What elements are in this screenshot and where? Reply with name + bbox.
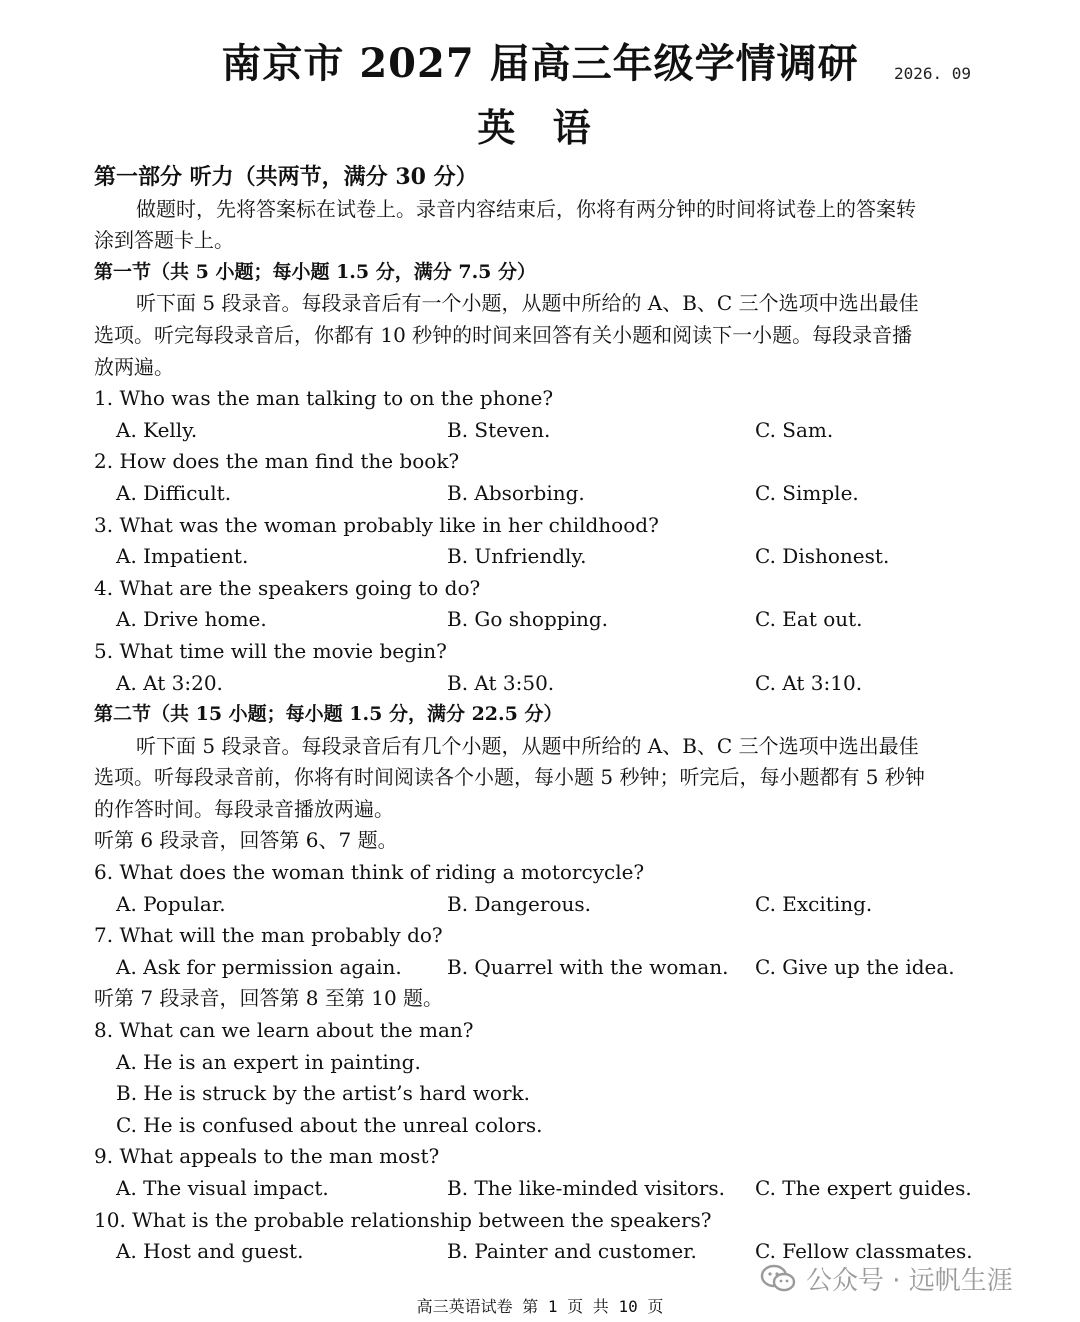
options-6 [94,889,994,921]
section1-intro-line: 放两遍。 [94,354,174,379]
option-b: B. Painter and customer. [447,1239,697,1264]
options-4 [94,604,994,636]
option-a: A. Impatient. [116,544,249,569]
section2-intro-line: 选项。听每段录音前，你将有时间阅读各个小题，每小题 5 秒钟；听完后，每小题都有 5 秒钟 [94,765,925,790]
group-6-instruction: 听第 6 段录音，回答第 6、7 题。 [94,828,398,853]
page-footer: 高三英语试卷 第 1 页 共 10 页 [416,1297,664,1316]
question-2: 2. How does the man find the book? [94,449,460,474]
option-c: C. Exciting. [755,891,873,916]
option-b: B. Quarrel with the woman. [447,954,729,979]
section2-heading: 第二节（共 15 小题；每小题 1.5 分，满分 22.5 分） [94,703,563,726]
subject-title: 英 语 [477,105,603,150]
exam-title: 南京市 2027 届高三年级学情调研 [221,40,859,87]
section1-heading: 第一节（共 5 小题；每小题 1.5 分，满分 7.5 分） [94,260,537,283]
question-8: 8. What can we learn about the man? [94,1018,474,1043]
option-c: C. He is confused about the unreal colors. [116,1112,543,1137]
part1-heading: 第一部分 听力（共两节，满分 30 分） [94,164,478,190]
option-c: C. At 3:10. [755,670,863,695]
exam-content [94,162,994,1268]
question-10: 10. What is the probable relationship between the speakers? [94,1207,712,1232]
option-c: C. Dishonest. [755,544,890,569]
option-a: A. At 3:20. [116,670,223,695]
section1-intro-line: 听下面 5 段录音。每段录音后有一个小题，从题中所给的 A、B、C 三个选项中选出最佳 [136,291,919,316]
options-2 [94,478,994,510]
question-6: 6. What does the woman think of riding a motorcycle? [94,860,645,885]
question-1: 1. Who was the man talking to on the phone? [94,386,554,411]
option-c: C. Sam. [755,417,834,442]
part1-intro-line: 涂到答题卡上。 [94,228,234,253]
options-7 [94,952,994,984]
option-b: B. He is struck by the artist’s hard work. [116,1081,530,1106]
option-c: C. Simple. [755,480,859,505]
option-b: B. The like-minded visitors. [447,1176,725,1200]
wechat-icon [760,1264,796,1294]
option-a: A. Difficult. [116,480,232,505]
option-c: C. Give up the idea. [755,954,955,979]
exam-date: 2026. 09 [894,64,972,83]
options-1 [94,415,994,447]
option-b: B. Go shopping. [447,607,609,632]
option-b: B. Unfriendly. [447,544,587,569]
option-a: A. Drive home. [116,607,267,632]
option-a: A. Kelly. [116,417,198,442]
option-b: B. At 3:50. [447,670,555,695]
part1-intro-line: 做题时，先将答案标在试卷上。录音内容结束后，你将有两分钟的时间将试卷上的答案转 [136,196,916,221]
options-3 [94,541,994,573]
watermark [760,1260,1013,1297]
section2-intro-line: 听下面 5 段录音。每段录音后有几个小题，从题中所给的 A、B、C 三个选项中选出最佳 [136,733,919,758]
option-c: C. The expert guides. [755,1176,972,1200]
option-a: A. The visual impact. [116,1176,329,1200]
question-4: 4. What are the speakers going to do? [94,575,481,600]
option-a: A. Popular. [116,891,226,916]
options-9 [94,1173,994,1205]
option-c: C. Fellow classmates. [755,1239,973,1264]
option-b: B. Dangerous. [447,891,591,916]
option-a: A. Ask for permission again. [116,954,402,979]
options-5 [94,668,994,700]
watermark-text: 公众号 · 远帆生涯 [806,1266,1013,1296]
option-b: B. Absorbing. [447,480,585,505]
section1-intro-line: 选项。听完每段录音后，你都有 10 秒钟的时间来回答有关小题和阅读下一小题。每段录音播 [94,322,913,347]
option-b: B. Steven. [447,417,551,442]
option-a: A. He is an expert in painting. [116,1049,421,1074]
group-7-instruction: 听第 7 段录音，回答第 8 至第 10 题。 [94,986,444,1011]
question-3: 3. What was the woman probably like in her childhood? [94,512,659,537]
section2-intro-line: 的作答时间。每段录音播放两遍。 [94,796,394,821]
question-7: 7. What will the man probably do? [94,923,443,948]
option-c: C. Eat out. [755,607,863,632]
option-a: A. Host and guest. [116,1239,304,1264]
question-5: 5. What time will the movie begin? [94,638,447,663]
question-9: 9. What appeals to the man most? [94,1144,440,1169]
